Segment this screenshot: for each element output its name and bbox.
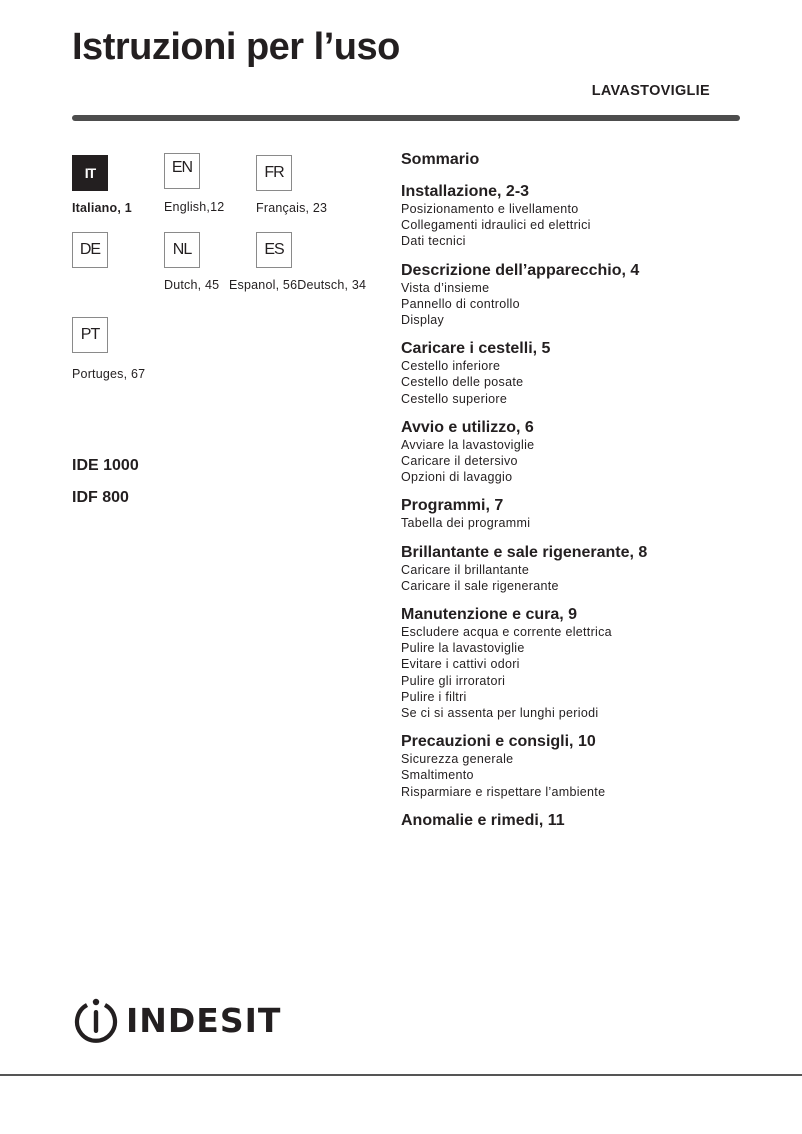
toc-item[interactable]: Opzioni di lavaggio (401, 470, 513, 485)
toc-item[interactable]: Avviare la lavastoviglie (401, 437, 535, 452)
model-name: IDF 800 (72, 489, 129, 506)
toc-heading: Sommario (401, 151, 480, 168)
toc-item[interactable]: Caricare il sale rigenerante (401, 578, 559, 593)
toc-item[interactable]: Pulire gli irroratori (401, 673, 506, 688)
language-code: IT (84, 165, 96, 181)
toc-section (401, 496, 731, 531)
toc-item[interactable]: Sicurezza generale (401, 752, 514, 767)
toc-section (401, 261, 731, 329)
language-label-fr[interactable]: Français, 23 (256, 201, 328, 215)
brand-logo (72, 996, 281, 1044)
model-name: IDE 1000 (72, 457, 139, 474)
toc-item[interactable]: Risparmiare e rispettare l’ambiente (401, 784, 606, 799)
toc-section (401, 811, 731, 830)
language-box-es[interactable] (256, 232, 292, 268)
toc-section-title[interactable]: Descrizione dell’apparecchio, 4 (401, 261, 640, 279)
language-box-en[interactable] (164, 153, 200, 189)
toc-item[interactable]: Pannello di controllo (401, 296, 520, 311)
language-box-it[interactable] (72, 155, 108, 191)
language-code: PT (80, 326, 100, 343)
toc-section-title[interactable]: Anomalie e rimedi, 11 (401, 811, 565, 829)
toc-item[interactable]: Caricare il brillantante (401, 562, 530, 577)
toc-item[interactable]: Dati tecnici (401, 234, 466, 249)
toc-item[interactable]: Collegamenti idraulici ed elettrici (401, 218, 591, 233)
language-code: NL (172, 241, 192, 258)
toc-item[interactable]: Pulire la lavastoviglie (401, 641, 525, 656)
toc-section-title[interactable]: Caricare i cestelli, 5 (401, 340, 551, 358)
toc-item[interactable]: Smaltimento (401, 768, 474, 783)
language-label-pt[interactable]: Portuges, 67 (72, 367, 146, 381)
info-circle-icon (72, 996, 120, 1044)
language-box-fr[interactable] (256, 155, 292, 191)
language-label-es-de[interactable]: Espanol, 56Deutsch, 34 (229, 278, 367, 292)
toc-section-title[interactable]: Brillantante e sale rigenerante, 8 (401, 543, 648, 561)
toc-section-title[interactable]: Manutenzione e cura, 9 (401, 606, 578, 624)
language-box-de[interactable] (72, 232, 108, 268)
language-code: ES (264, 241, 284, 258)
toc-section-title[interactable]: Precauzioni e consigli, 10 (401, 733, 596, 751)
header-divider (72, 115, 740, 121)
toc-item[interactable]: Posizionamento e livellamento (401, 202, 579, 216)
toc-item[interactable]: Evitare i cattivi odori (401, 657, 520, 672)
toc-item[interactable]: Display (401, 313, 445, 328)
toc-section (401, 418, 731, 486)
toc-section-title[interactable]: Installazione, 2-3 (401, 183, 530, 200)
product-category: LAVASTOVIGLIE (591, 83, 710, 99)
toc-item[interactable]: Cestello delle posate (401, 375, 524, 390)
language-label-en[interactable]: English,12 (164, 200, 225, 214)
toc-item[interactable]: Pulire i filtri (401, 689, 467, 704)
language-code: FR (264, 164, 284, 181)
toc-item[interactable]: Cestello superiore (401, 391, 508, 406)
toc-item[interactable]: Tabella dei programmi (401, 516, 531, 531)
language-code: DE (79, 241, 101, 258)
toc-section-title[interactable]: Programmi, 7 (401, 497, 504, 515)
toc-item[interactable]: Vista d’insieme (401, 280, 490, 295)
toc-item[interactable]: Caricare il detersivo (401, 454, 518, 469)
toc-section (401, 543, 731, 594)
toc-section (401, 732, 731, 800)
toc-section (401, 182, 731, 250)
toc-item[interactable]: Cestello inferiore (401, 359, 501, 374)
toc-item[interactable]: Escludere acqua e corrente elettrica (401, 625, 612, 640)
toc-item[interactable]: Se ci si assenta per lunghi periodi (401, 706, 599, 721)
page-title: Istruzioni per l’uso (72, 26, 400, 68)
table-of-contents (401, 150, 731, 841)
language-label-it[interactable]: Italiano, 1 (72, 201, 132, 215)
toc-section (401, 339, 731, 407)
toc-section (401, 605, 731, 721)
language-label-nl[interactable]: Dutch, 45 (164, 278, 220, 292)
language-box-pt[interactable] (72, 317, 108, 353)
footer-divider (0, 1074, 802, 1076)
brand-name: INDESIT (126, 1000, 282, 1040)
language-code: EN (171, 159, 193, 176)
language-box-nl[interactable] (164, 232, 200, 268)
toc-section-title[interactable]: Avvio e utilizzo, 6 (401, 418, 534, 436)
